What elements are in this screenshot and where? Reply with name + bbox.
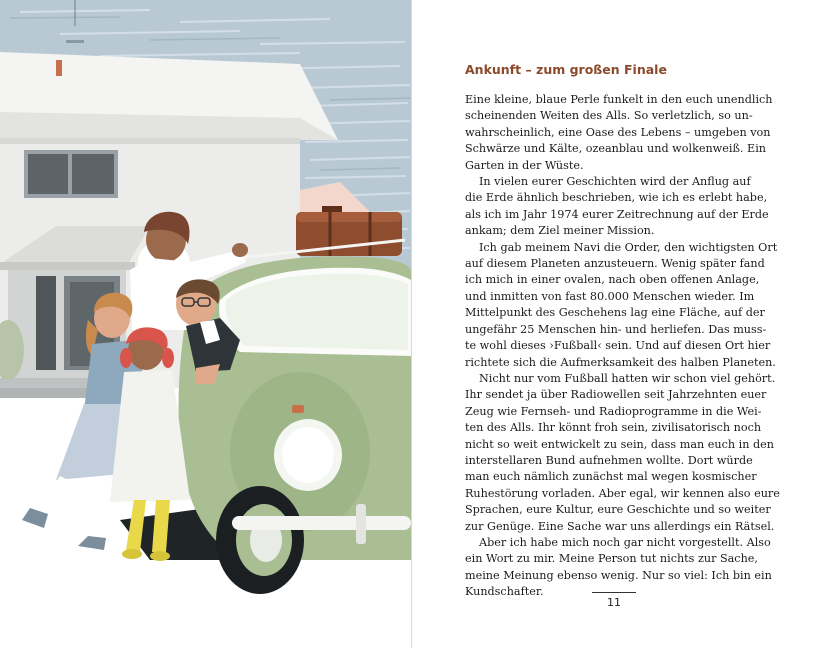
text-line: wahrscheinlich, eine Oase des Lebens – umgeben von [465, 125, 771, 139]
text-line: ich mich in einer ovalen, nach oben offenen Anlage, [465, 273, 760, 287]
page-number: 11 [607, 596, 621, 609]
text-line: Aber ich habe mich noch gar nicht vorgestellt. Also [479, 535, 771, 549]
paragraph [465, 92, 773, 174]
text-line: nicht so weit entwickelt zu sein, dass man euch in den [465, 437, 774, 451]
page-number-rule [592, 592, 636, 593]
text-line: ten des Alls. Ihr könnt froh sein, zivilisatorisch noch [465, 421, 762, 435]
text-line: Zeug wie Fernseh- und Radioprogramme in die Wei- [465, 404, 762, 418]
text-line: Mittelpunkt des Geschehens lag eine Fläche, auf der [465, 306, 765, 320]
text-line: zur Genüge. Eine Sache war uns allerdings ein Rätsel. [465, 519, 775, 533]
text-line: Ruhestörung vorladen. Aber egal, wir kennen also eure [465, 486, 780, 500]
text-line: ungefähr 25 Menschen hin- und herliefen. Das muss- [465, 322, 767, 336]
text-line: scheinenden Weiten des Alls. So verletzlich, so un- [465, 109, 753, 123]
text-line: Ich gab meinem Navi die Order, den wichtigsten Ort [479, 240, 778, 254]
chapter-title: Ankunft – zum großen Finale [465, 62, 667, 77]
text-page [412, 0, 822, 648]
text-line: interstellaren Bund aufnehmen wollte. Dort würde [465, 453, 753, 467]
text-line: man euch nämlich zunächst mal wegen kosmischer [465, 470, 757, 484]
text-line: meine Meinung ebenso wenig. Nur so viel: Ich bin ein [465, 568, 772, 582]
text-line: Garten in der Wüste. [465, 158, 584, 172]
text-line: richtete sich die Aufmerksamkeit des halben Planeten. [465, 355, 776, 369]
text-line: Kundschafter. [465, 585, 544, 599]
text-line: Sprachen, eure Kultur, eure Geschichte und so weiter [465, 503, 771, 517]
paragraph [465, 240, 778, 371]
text-line: und inmitten von fast 80.000 Menschen wieder. Im [465, 289, 755, 303]
paragraph [465, 174, 769, 240]
text-line: Ihr sendet ja über Radiowellen seit Jahrzehnten euer [465, 388, 767, 402]
text-line: In vielen eurer Geschichten wird der Anflug auf [479, 175, 751, 189]
paragraph [465, 535, 772, 601]
text-line: auf diesem Planeten anzusteuern. Wenig später fand [465, 257, 765, 271]
text-line: Schwärze und Kälte, ozeanblau und wolkenweiß. Ein [465, 142, 766, 156]
paragraph [465, 371, 780, 535]
text-line: Nicht nur vom Fußball hatten wir schon viel gehört. [479, 371, 776, 385]
text-line: te wohl dieses ›Fußball‹ sein. Und auf diesen Ort hier [465, 339, 771, 353]
body-text [465, 92, 780, 601]
text-line: ein Wort zu mir. Meine Person tut nichts zur Sache, [465, 552, 758, 566]
text-line: ankam; dem Ziel meiner Mission. [465, 224, 655, 238]
text-line: als ich im Jahr 1974 eurer Zeitrechnung auf der Erde [465, 207, 769, 221]
text-line: die Erde ähnlich beschrieben, wie ich es erlebt habe, [465, 191, 768, 205]
text-line: Eine kleine, blaue Perle funkelt in den euch unendlich [465, 93, 773, 106]
